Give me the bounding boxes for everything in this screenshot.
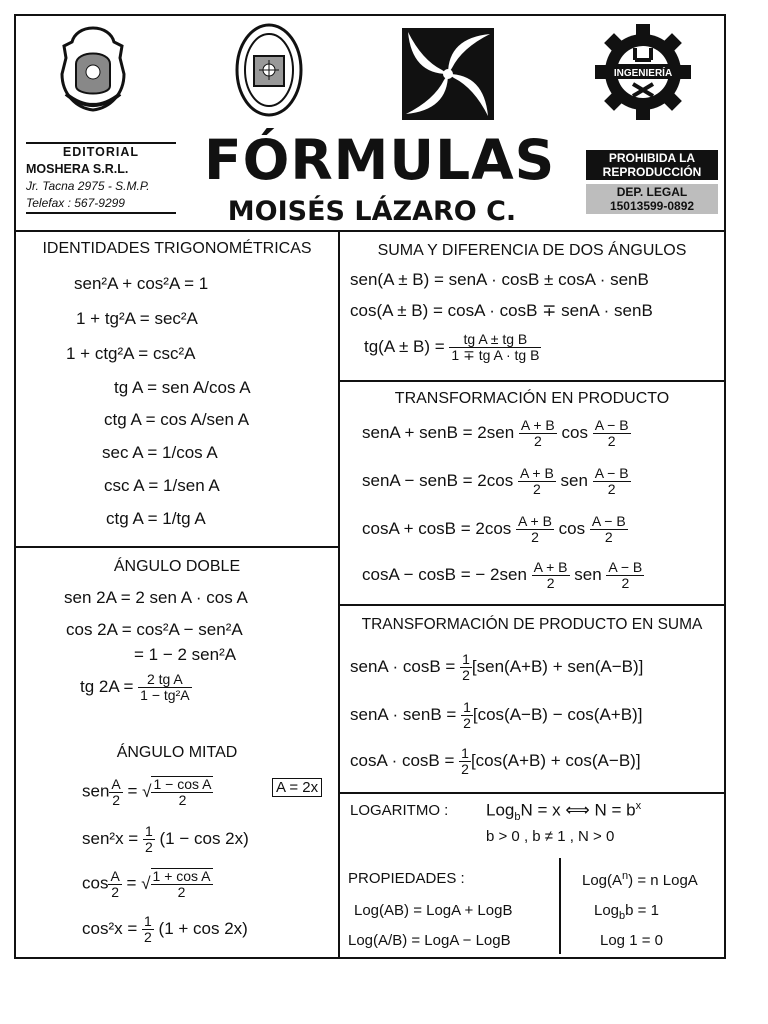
formula-lhs: cos²x = <box>82 918 138 938</box>
formula-rhs: b = 1 <box>625 902 659 919</box>
formula <box>362 418 631 449</box>
denominator: 2 <box>177 884 186 900</box>
numerator: 1 <box>461 745 469 761</box>
formula: cos 2A = cos²A − sen²A <box>66 620 243 639</box>
formula-rhs: (1 − cos 2x) <box>159 828 249 848</box>
formula: 1 + tg²A = sec²A <box>76 309 198 328</box>
section-title: TRANSFORMACIÓN EN PRODUCTO <box>394 390 670 407</box>
formula: Log 1 = 0 <box>600 932 663 949</box>
legal-stamp <box>586 150 718 214</box>
formula-lhs: Log(A <box>582 872 623 889</box>
formula: sec A = 1/cos A <box>102 443 218 462</box>
formula: sen(A ± B) = senA · cosB ± cosA · senB <box>350 270 649 289</box>
formula <box>82 914 248 945</box>
municipal-crest-logo <box>52 24 134 114</box>
formula-rhs: ) = n LogA <box>628 872 698 889</box>
formula <box>350 700 642 731</box>
logo-text: INGENIERÍA <box>613 68 673 79</box>
formula-lhs: cosA − cosB = − 2sen <box>362 564 527 584</box>
formula: ctg A = 1/tg A <box>106 509 206 528</box>
formula-rhs: [cos(A−B) − cos(A+B)] <box>472 704 643 724</box>
section-title: LOGARITMO : <box>350 802 449 819</box>
formula <box>594 902 659 922</box>
formula-lhs: tg 2A = <box>80 676 134 696</box>
numerator: tg A ± tg B <box>449 332 541 348</box>
denominator: 2 <box>607 433 616 449</box>
author-name: MOISÉS LÁZARO C. <box>227 196 517 227</box>
formula-lhs: cosA · cosB = <box>350 750 455 770</box>
numerator: A − B <box>591 513 626 529</box>
section-divider <box>16 546 338 548</box>
formula: Log(AB) = LogA + LogB <box>354 902 513 919</box>
function-name: cos <box>82 873 109 893</box>
formula <box>364 332 541 363</box>
formula: = 1 − 2 sen²A <box>134 645 237 664</box>
formula-lhs: cosA + cosB = 2cos <box>362 518 512 538</box>
stamp-line: DEP. LEGAL <box>616 185 688 199</box>
numerator: A <box>110 867 120 884</box>
numerator: A − B <box>594 417 629 433</box>
denominator: 1 ∓ tg A · tg B <box>451 347 540 363</box>
formula <box>350 746 641 777</box>
numerator: 1 <box>144 823 153 839</box>
numerator: 1 <box>463 699 471 715</box>
formula <box>362 466 631 497</box>
numerator: 1 + cos A <box>152 868 211 884</box>
denominator: 2 <box>533 433 542 449</box>
formula-lhs: Log <box>486 800 515 820</box>
formula-rhs: [cos(A+B) + cos(A−B)] <box>470 750 641 770</box>
formula: sen 2A = 2 sen A · cos A <box>64 588 248 607</box>
note-box: A = 2x <box>272 778 322 797</box>
formula-rhs: N = x ⟺ N = b <box>520 800 636 820</box>
numerator: 1 <box>144 913 152 929</box>
publisher-block <box>26 142 176 214</box>
function-name: cos <box>561 422 588 442</box>
formula <box>82 824 249 855</box>
publisher-line: MOSHERA S.R.L. <box>26 162 129 176</box>
denominator: 2 <box>532 481 541 497</box>
section-title: IDENTIDADES TRIGONOMÉTRICAS <box>42 240 312 257</box>
formula: sen²A + cos²A = 1 <box>74 274 209 293</box>
formula <box>486 800 641 823</box>
log-base: b <box>619 910 626 922</box>
column-divider <box>338 230 340 959</box>
section-title: SUMA Y DIFERENCIA DE DOS ÁNGULOS <box>377 242 687 259</box>
formula <box>362 514 628 545</box>
formula: sen $\frac{A}{2}$ = √ $\frac{\text{1 − cos A}}{2}$ <box>82 775 212 808</box>
formula-rhs: [sen(A+B) + sen(A−B)] <box>471 656 644 676</box>
denominator: 1 − tg²A <box>140 687 190 703</box>
numerator: A + B <box>519 465 554 481</box>
log-divider <box>559 858 561 954</box>
function-name: cos <box>558 518 586 538</box>
formula-lhs: Log <box>594 902 620 919</box>
denominator: 2 <box>546 575 555 591</box>
denominator: 2 <box>621 575 630 591</box>
denominator: 2 <box>461 761 469 777</box>
numerator: 1 <box>462 651 470 667</box>
numerator: A + B <box>520 417 555 433</box>
stamp-line: PROHIBIDA LA <box>608 151 696 165</box>
formula: cos $\frac{A}{2}$ = √ $\frac{\text{1 + cos A}}{2}$ <box>82 867 211 900</box>
formula-sheet <box>14 14 726 959</box>
denominator: 2 <box>604 529 613 545</box>
formula-lhs: senA − senB = 2cos <box>362 470 514 490</box>
numerator: A + B <box>518 513 552 529</box>
denominator: 2 <box>531 529 539 545</box>
publisher-line: EDITORIAL <box>26 142 176 161</box>
publisher-line: Telefax : 567-9299 <box>26 195 176 214</box>
numerator: 2 tg A <box>138 672 191 688</box>
numerator: A + B <box>533 559 568 575</box>
denominator: 2 <box>462 667 470 683</box>
formula: 1 + ctg²A = csc²A <box>66 344 196 363</box>
formula-lhs: sen²x = <box>82 828 139 848</box>
publisher-line: Jr. Tacna 2975 - S.M.P. <box>26 179 150 193</box>
university-seal-logo <box>234 22 304 118</box>
section-divider <box>338 380 724 382</box>
denominator: 2 <box>144 839 153 855</box>
function-name: sen <box>574 564 602 584</box>
exponent: x <box>635 800 642 812</box>
numerator: A − B <box>608 559 643 575</box>
numerator: A − B <box>594 465 629 481</box>
denominator: 2 <box>112 791 120 808</box>
function-name: sen <box>560 470 588 490</box>
numerator: A <box>111 775 121 792</box>
section-title: ÁNGULO DOBLE <box>113 558 241 575</box>
formula: Log(A/B) = LogA − LogB <box>348 932 511 949</box>
formula: csc A = 1/sen A <box>104 476 220 495</box>
properties-title: PROPIEDADES : <box>348 870 465 887</box>
stamp-line: REPRODUCCIÓN <box>602 165 702 179</box>
log-base: b <box>514 811 521 824</box>
formula: ctg A = cos A/sen A <box>104 410 250 429</box>
formula-rhs: (1 + cos 2x) <box>158 918 248 938</box>
denominator: 2 <box>178 792 187 808</box>
conditions: b > 0 , b ≠ 1 , N > 0 <box>486 828 615 845</box>
formula-lhs: senA · senB = <box>350 704 457 724</box>
section-title: TRANSFORMACIÓN DE PRODUCTO EN SUMA <box>361 616 703 633</box>
formula <box>80 672 192 703</box>
denominator: 2 <box>463 715 471 731</box>
formula-lhs: senA · cosB = <box>350 656 456 676</box>
formula: cos(A ± B) = cosA · cosB ∓ senA · senB <box>350 301 653 320</box>
formula <box>582 870 698 889</box>
section-divider <box>338 604 724 606</box>
function-name: sen <box>82 781 110 801</box>
spiral-emblem-logo <box>402 28 494 120</box>
section-title: ÁNGULO MITAD <box>116 744 238 761</box>
exponent: n <box>622 870 629 882</box>
main-title: FÓRMULAS <box>204 128 556 192</box>
denominator: 2 <box>607 481 616 497</box>
numerator: 1 − cos A <box>153 776 212 792</box>
stamp-line: 15013599-0892 <box>609 199 695 213</box>
formula-lhs: senA + senB = 2sen <box>362 422 515 442</box>
header <box>16 16 724 232</box>
denominator: 2 <box>144 929 152 945</box>
formula <box>350 652 643 683</box>
formula <box>362 560 644 591</box>
denominator: 2 <box>111 883 120 900</box>
formula-lhs: tg(A ± B) = <box>364 336 445 356</box>
section-divider <box>338 792 724 794</box>
formula: tg A = sen A/cos A <box>114 378 251 397</box>
engineering-gear-logo <box>594 24 692 120</box>
